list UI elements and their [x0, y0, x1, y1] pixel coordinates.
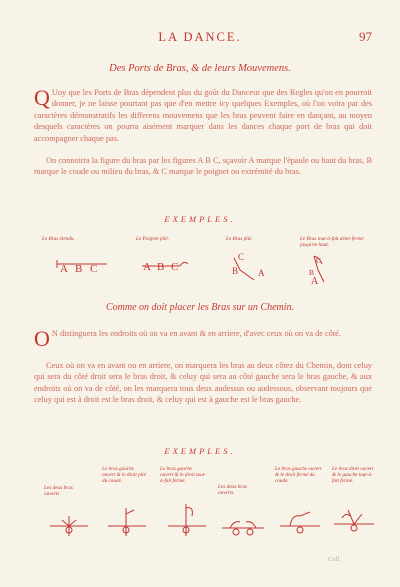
path-figure-1 [50, 508, 90, 538]
paragraph-intro [34, 87, 372, 144]
section-heading-ports-de-bras: Des Ports de Bras, & de leurs Mouvemens. [109, 63, 291, 74]
caption-poignet-plie: Le Poignet plié. [136, 236, 169, 242]
caption-gauche-ouvert-droit-plie: Le bras gauche ouvert & le droit plié du coude. [102, 466, 146, 485]
fig2-label-b: B [157, 261, 165, 273]
caption-gauche-ouvert-droit-ferme-coude: Le bras gauche ouvert & le droit fermé du coude. [275, 466, 322, 485]
drop-cap: Q [34, 85, 50, 110]
fig1-label-b: B [75, 263, 83, 275]
fig3-label-c: C [238, 252, 245, 262]
path-figure-6 [334, 500, 376, 538]
section-heading-chemin: Comme on doit placer les Bras sur un Chemin. [105, 302, 295, 313]
caption-bras-demi-ferme: Le Bras tout-à-fait demi-fermé jusqu'en haut. [300, 236, 364, 249]
path-figure-5 [280, 504, 322, 538]
caption-droit-ouvert-gauche-ferme: Le bras droit ouvert & le gauche tout-à-fait fermé. [332, 466, 374, 485]
fig4-label-a: A [311, 276, 319, 287]
page-number: 97 [359, 29, 372, 44]
caption-gauche-ouvert-droit-ferme: Le bras gauche ouvert & le droit tout-à-fait fermé. [160, 466, 206, 485]
caption-bras-etendu: Le Bras étendu. [42, 236, 75, 242]
library-stamp: Coll. [328, 556, 341, 563]
running-header: LA DANCE. [158, 30, 242, 44]
paragraph-distinguer [34, 326, 372, 351]
fig4-label-c: C [316, 256, 322, 265]
fig3-label-a: A [258, 268, 265, 278]
caption-deux-bras-ouverts-2: Les deux bras ouverts. [218, 484, 247, 497]
examples-heading: EXEMPLES. [164, 214, 236, 224]
paragraph-ceux: Ceux où on va en avant ou en arriere, on marquera les bras au deux côtez du Chemin, dont celuy qui sera du côté droit sera le bras droit, & celuy qui sera au côté gauche sera le bras gauche, & aux endroits où on va de côté, on les marquera tous deux audessus ou audessous, observant toujours que celuy qui est à droit est le bras droit, & celuy qui est à gauche est le bras gauche. [34, 361, 372, 405]
fig3-label-b: B [232, 266, 239, 276]
fig1-label-c: C [90, 263, 98, 275]
fig2-label-a: A [143, 261, 151, 273]
fig1-label-a: A [60, 263, 68, 275]
examples-heading-2: EXEMPLES. [164, 446, 236, 456]
path-figure-4 [222, 508, 266, 538]
paragraph-text: Uoy que les Ports de Bras dépendent plus du goût du Danceur que des Regles qu'on en pourroit donner, je ne laisse pourtant pas que d'en mettre icy quelques Exemples, où l'on voira par des caractères démonstratifs les differens mouvemens que les bras peuvent faire en dançant, au moyen desquels caractères on pourra aisément marquer dans les dances chaque port de bras qui doit accompagner chaque pas. [34, 88, 372, 143]
fig2-label-c: C [171, 261, 179, 273]
caption-bras-plie: Le Bras plié. [226, 236, 253, 242]
paragraph-abc: On connoitra la figure du bras par les figures A B C, sçavoir A marque l'épaule ou haut du bras, B marque le coude ou milieu du bras, & C marque le poignet ou extrémité du bras. [34, 156, 372, 177]
caption-deux-bras-ouverts: Les deux bras ouverts [44, 485, 73, 498]
fig4-label-b: B [309, 268, 315, 277]
path-figure-2 [108, 504, 148, 538]
paragraph-text-2: N distinguera les endroits où on va en avant & en arriere, d'avec ceux où on va de côté. [51, 329, 341, 338]
drop-cap-o: O [34, 326, 50, 351]
path-figure-3 [168, 500, 208, 538]
